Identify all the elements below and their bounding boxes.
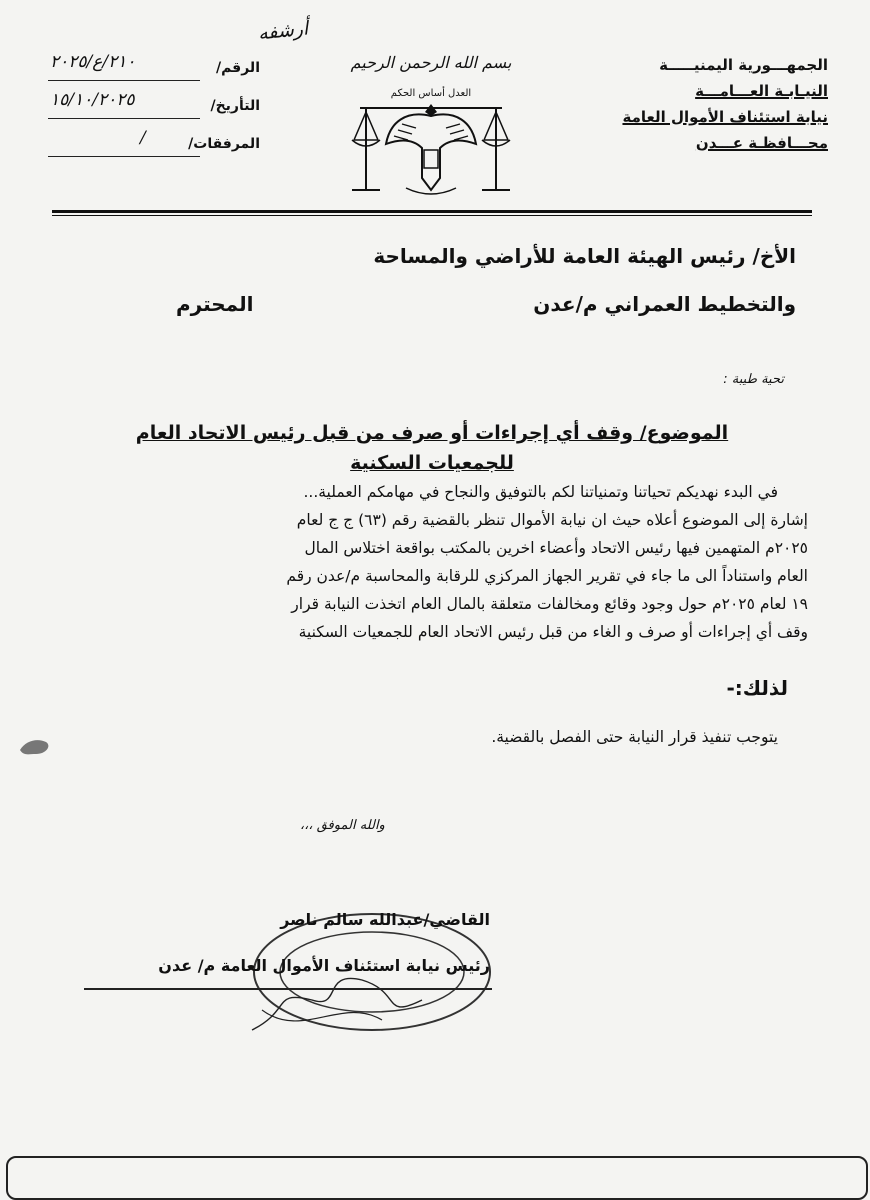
header-divider [52,210,812,216]
attachments-row [40,126,260,164]
yemen-emblem [346,40,516,200]
body-line: إشارة إلى الموضوع أعلاه حيث ان نيابة الأموال تنظر بالقضية رقم (٦٣) ج ج لعام [296,511,808,529]
archive-note: أرشفه [256,17,310,45]
basmala-text: بسم الله الرحمن الرحيم [350,53,512,72]
signature-underline [84,988,492,990]
body-line: في البدء نهديكم تحياتنا وتمنياتنا لكم بالتوفيق والنجاح في مهامكم العملية... [303,483,778,501]
country-name: الجمهـــورية اليمنيـــــة [659,56,828,74]
subject-line2: للجمعيات السكنية [350,452,514,474]
subject-block [112,418,752,478]
signatory-name: القاضي/عبدالله سالم ناصر [280,910,490,929]
department-name: نيابة استئناف الأموال العامة [622,108,828,126]
directive-text: يتوجب تنفيذ قرار النيابة حتى الفصل بالقضية. [491,728,778,746]
reference-number-row [40,50,260,88]
number-value: ٢١٠/ع/٢٠٢٥ [50,52,136,72]
greeting: تحية طيبة : [723,372,784,387]
number-underline [48,80,200,81]
date-label: التأريخ/ [210,98,260,114]
date-underline [48,118,200,119]
signatory-title: رئيس نيابة استئناف الأموال العامة م/ عدن [158,956,490,975]
addressee-block [76,232,796,328]
ink-smudge [16,736,54,758]
body-line: ٢٠٢٥م المتهمين فيها رئيس الاتحاد وأعضاء اخرين بالمكتب بواقعة اختلاس المال [304,539,808,557]
number-label: الرقم/ [215,60,260,76]
therefore-heading: لذلك:- [726,676,788,700]
closing-phrase: والله الموفق ،،، [300,818,385,833]
governorate-name: محـــافظـة عـــدن [695,134,828,152]
date-value: ١٥/١٠/٢٠٢٥ [50,90,135,110]
letter-body [78,478,808,646]
attachments-value: / [140,128,147,148]
addressee-respect: المحترم [176,292,254,316]
attachments-underline [48,156,200,157]
body-line: وقف أي إجراءات أو صرف و الغاء من قبل رئيس الاتحاد العام للجمعيات السكنية [298,623,808,641]
date-row [40,88,260,126]
body-line: العام واستناداً الى ما جاء في تقرير الجهاز المركزي للرقابة والمحاسبة م/عدن رقم [286,567,808,585]
body-line: ١٩ لعام ٢٠٢٥م حول وجود وقائع ومخالفات متعلقة بالمال العام اتخذت النيابة قرار [291,595,808,613]
issuer-header [558,52,828,156]
footer-frame [6,1156,868,1200]
addressee-line2: والتخطيط العمراني م/عدن [533,292,796,316]
attachments-label: المرفقات/ [188,136,260,152]
subject-line1: الموضوع/ وقف أي إجراءات أو صرف من قبل رئيس الاتحاد العام [135,422,729,444]
reference-block [40,50,260,164]
authority-name: النيـابـة العـــامـــة [695,82,828,100]
addressee-line1: الأخ/ رئيس الهيئة العامة للأراضي والمساحة [373,244,796,268]
emblem-motto: العدل أساس الحكم [390,88,472,99]
